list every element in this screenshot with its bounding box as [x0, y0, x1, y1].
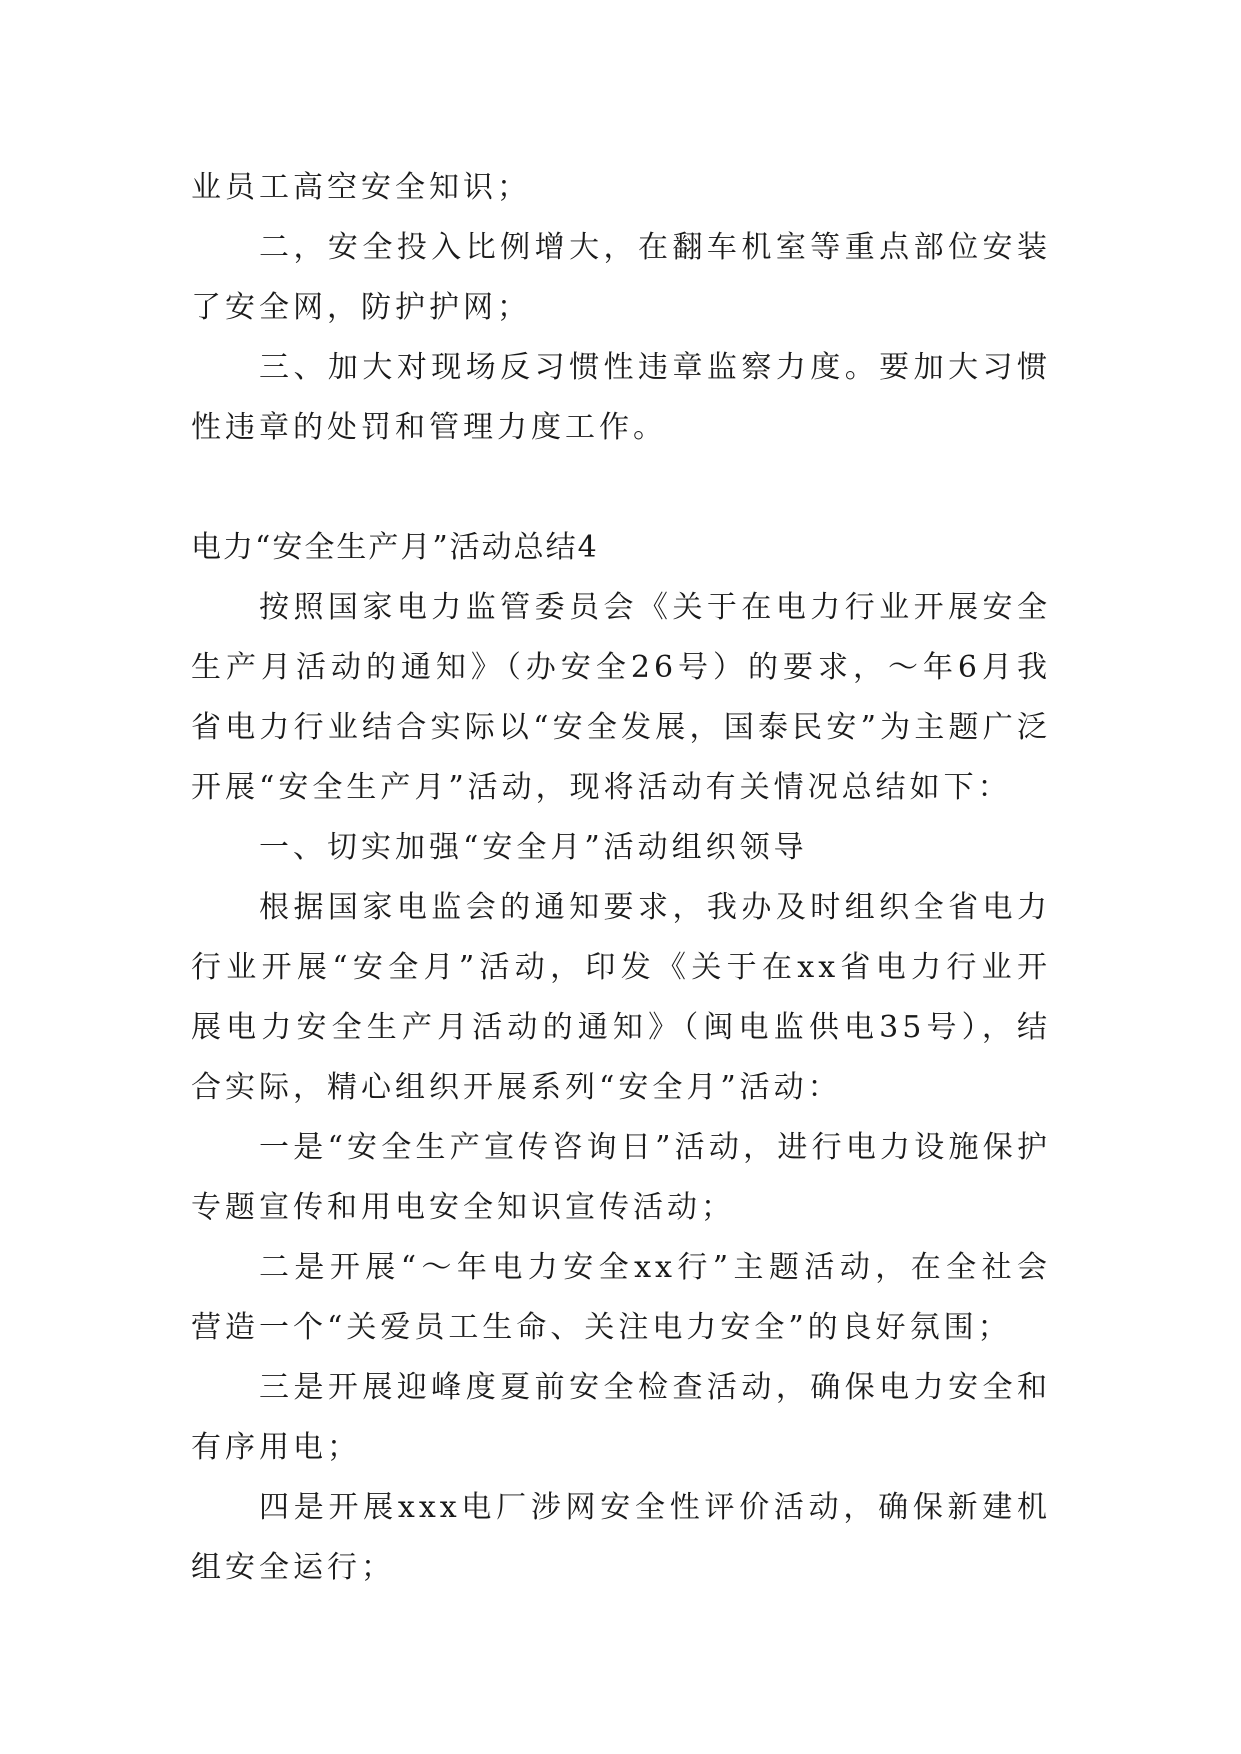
paragraph-item-two: 二是开展“～年电力安全xx行”主题活动，在全社会营造一个“关爱员工生命、关注电力安全”的良好氛围；	[191, 1250, 1051, 1345]
paragraph-intro: 按照国家电力监管委员会《关于在电力行业开展安全生产月活动的通知》（办安全26号）的要求，～年6月我省电力行业结合实际以“安全发展，国泰民安”为主题广泛开展“安全生产月”活动，现将活动有关情况总结如下：	[191, 590, 1051, 805]
paragraph-item-three: 三是开展迎峰度夏前安全检查活动，确保电力安全和有序用电；	[191, 1370, 1051, 1465]
paragraph-item-one: 一是“安全生产宣传咨询日”活动，进行电力设施保护专题宣传和用电安全知识宣传活动；	[191, 1130, 1051, 1225]
paragraph-body: 根据国家电监会的通知要求，我办及时组织全省电力行业开展“安全月”活动，印发《关于在xx省电力行业开展电力安全生产月活动的通知》（闽电监供电35号），结合实际，精心组织开展系列“安全月”活动：	[191, 890, 1051, 1105]
paragraph-item-3: 三、加大对现场反习惯性违章监察力度。要加大习惯性违章的处罚和管理力度工作。	[191, 350, 1051, 445]
section-title: 电力“安全生产月”活动总结4	[191, 530, 599, 565]
document-page	[191, 158, 1051, 1598]
paragraph-item-four: 四是开展xxx电厂涉网安全性评价活动，确保新建机组安全运行；	[191, 1490, 1051, 1585]
paragraph-continuation: 业员工高空安全知识；	[191, 170, 531, 205]
section-gap	[191, 458, 1051, 518]
paragraph-item-2: 二，安全投入比例增大，在翻车机室等重点部位安装了安全网，防护护网；	[191, 230, 1051, 325]
paragraph-subheading: 一、切实加强“安全月”活动组织领导	[259, 830, 808, 865]
